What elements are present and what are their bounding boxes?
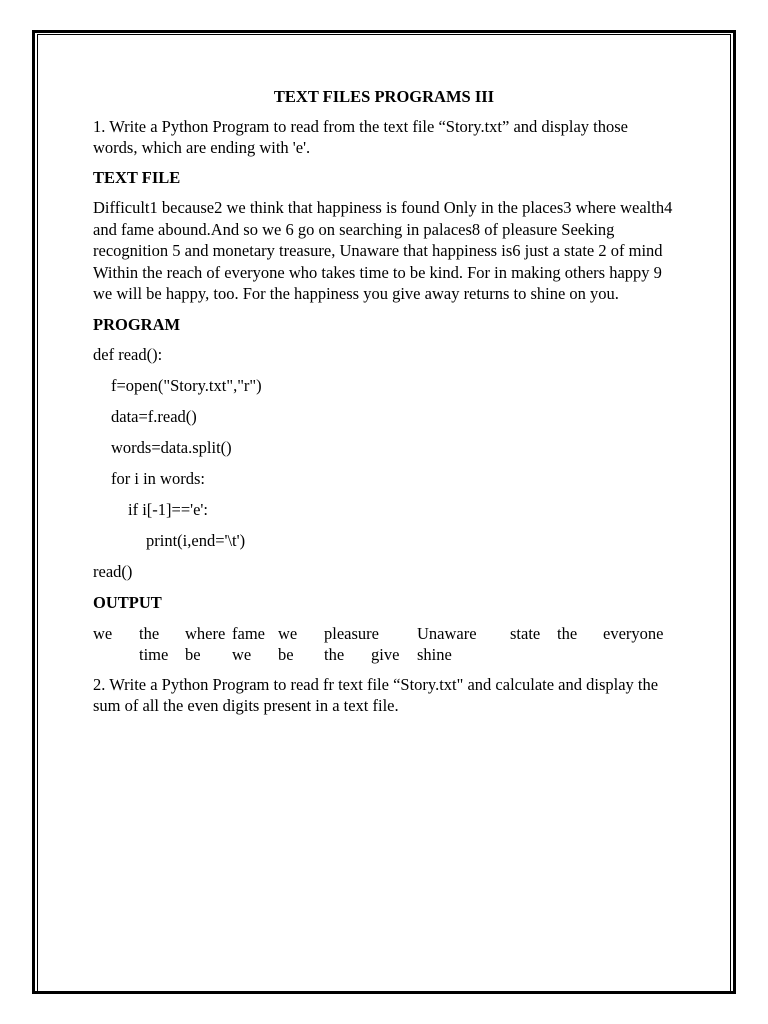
- output-word: we: [278, 623, 298, 643]
- output-word: everyone: [603, 623, 664, 643]
- output-word: time: [139, 645, 169, 664]
- document-content: [93, 86, 673, 725]
- code-line-split: words=data.split(): [111, 438, 232, 457]
- output-word: pleasure: [324, 623, 379, 643]
- output-word: fame: [232, 623, 265, 643]
- code-line-if: if i[-1]=='e':: [128, 500, 208, 519]
- output-word: the: [557, 623, 578, 643]
- output-row-2: [93, 644, 673, 666]
- code-line-print: print(i,end='\t'): [146, 531, 246, 550]
- output-word: give: [371, 645, 400, 664]
- code-line-def: def read():: [93, 345, 163, 364]
- output-row-1: [93, 623, 673, 645]
- text-file-heading: TEXT FILE: [93, 167, 181, 187]
- output-word: the: [139, 623, 160, 643]
- output-word: be: [185, 645, 201, 664]
- output-word: we: [93, 623, 113, 643]
- output-word: we: [232, 645, 252, 664]
- question-2: 2. Write a Python Program to read fr text file “Story.txt" and calculate and display the sum of all the even digits present in a text file.: [93, 674, 659, 715]
- output-word: be: [278, 645, 294, 664]
- output-block: [93, 623, 673, 666]
- code-line-for: for i in words:: [111, 469, 205, 488]
- code-line-call: read(): [93, 562, 133, 581]
- question-1: 1. Write a Python Program to read from the text file “Story.txt” and display those words, which are ending with 'e'.: [93, 116, 629, 157]
- document-title: TEXT FILES PROGRAMS III: [273, 87, 495, 106]
- text-file-body: Difficult1 because2 we think that happiness is found Only in the places3 where wealth4 and fame abound.And so we 6 go on searching in palaces8 of pleasure Seeking recognition 5 and monetary treasure, Unaware that happiness is6 just a state 2 of mind Within the reach of everyone who takes time to be kind. For in making others happy 9 we will be happy, too. For the happiness you give away returns to shine on you.: [93, 198, 673, 303]
- program-heading: PROGRAM: [93, 314, 181, 334]
- output-heading: OUTPUT: [93, 593, 162, 612]
- page-border-bottom-line: [32, 993, 736, 994]
- code-line-read: data=f.read(): [111, 407, 197, 426]
- output-word: state: [510, 623, 541, 643]
- output-word: where: [185, 623, 226, 643]
- output-word: Unaware: [417, 623, 477, 643]
- output-word: the: [324, 645, 345, 664]
- output-word: shine: [417, 645, 452, 664]
- program-code: [93, 344, 673, 592]
- code-line-open: f=open("Story.txt","r"): [111, 376, 262, 395]
